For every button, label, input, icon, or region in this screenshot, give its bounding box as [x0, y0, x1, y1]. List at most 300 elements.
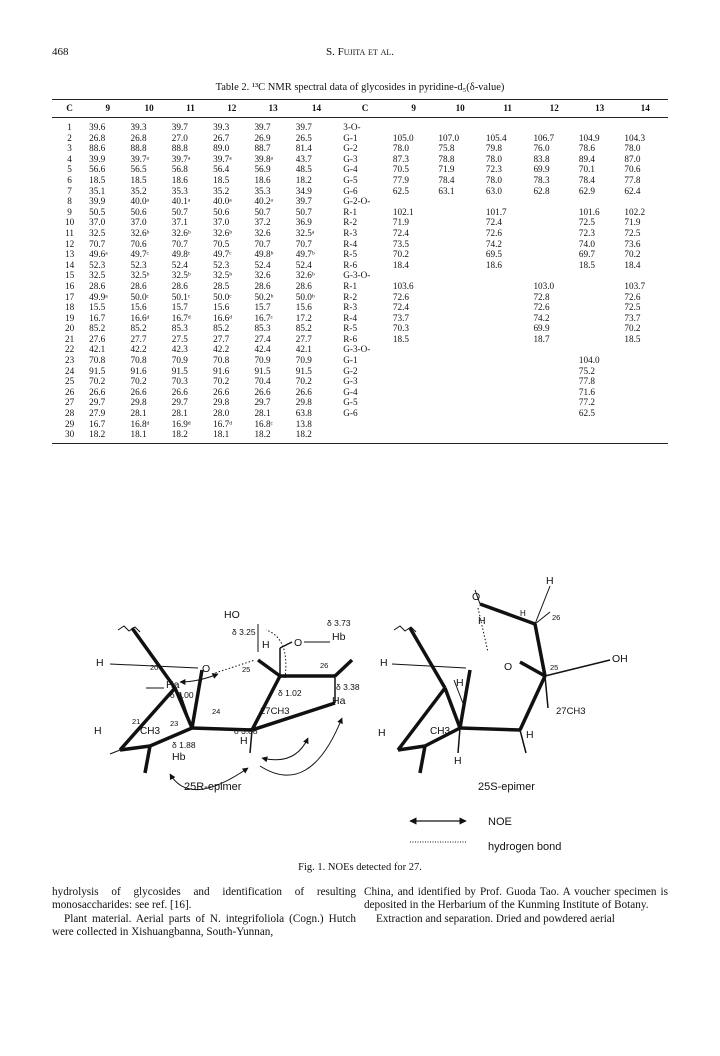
- table-row: [52, 366, 668, 377]
- table-header-row: [52, 100, 668, 118]
- table-cell: 26.9: [254, 132, 271, 143]
- table-row: [52, 228, 668, 239]
- table-cell: 88.8: [130, 143, 147, 154]
- table-cell: 70.8: [89, 355, 106, 366]
- table-cell: R-4: [343, 238, 358, 249]
- table-cell: 16.7ᶜ: [254, 312, 273, 323]
- table-cell: 35.3: [254, 185, 271, 196]
- table-cell: 91.5: [89, 365, 106, 376]
- figure-caption: Fig. 1. NOEs detected for 27.: [298, 862, 422, 873]
- table-cell: G-1: [343, 355, 358, 366]
- table-cell: [484, 270, 532, 281]
- table-cell: 39.7: [295, 122, 312, 132]
- table-cell: 72.4: [485, 217, 502, 228]
- table-cell: 39.7: [171, 122, 188, 132]
- table-cell: 39.3: [130, 122, 147, 132]
- table-cell: [577, 323, 622, 334]
- table-cell: 17.2: [295, 312, 312, 323]
- table-cell: 78.4: [578, 174, 595, 185]
- table-cell: 106.7: [533, 132, 555, 143]
- left-paragraph-2: Plant material. Aerial parts of N. integrifoliola (Cogn.) Hutch were collected in Xishuangbanna, South-Yunnan,: [52, 912, 356, 939]
- table-cell: 28.1: [254, 408, 271, 419]
- table-cell: G-2-O-: [343, 196, 371, 207]
- table-cell: [436, 292, 484, 303]
- right-paragraph-1: China, and identified by Prof. Guoda Tao. A voucher specimen is deposited in the Herbarium of the Kunming Institute of Botany.: [364, 886, 668, 912]
- table-cell: 88.6: [89, 143, 106, 154]
- label-d338: δ 3.38: [336, 682, 360, 692]
- table-cell: 29.7: [171, 397, 188, 408]
- table-cell: [531, 344, 576, 355]
- table-cell: 32.5: [89, 270, 106, 281]
- table-cell: 49.7ᵇ: [295, 249, 315, 260]
- table-cell: 49.7ᶜ: [213, 249, 232, 260]
- table-cell: 26.6: [171, 386, 188, 397]
- table-cell: [436, 260, 484, 271]
- table-cell: 35.3: [171, 185, 188, 196]
- running-title: S. Fujita et al.: [325, 46, 394, 58]
- table-cell: 28.1: [171, 408, 188, 419]
- table-cell: [391, 355, 436, 366]
- table-cell: 105.4: [485, 132, 507, 143]
- label-ha: Ha: [166, 679, 180, 691]
- table-cell: 23: [64, 355, 75, 366]
- table-cell: [436, 366, 484, 377]
- table-cell: 6: [67, 174, 72, 185]
- label-d373: δ 3.73: [327, 618, 351, 628]
- table-cell: 18.5: [213, 174, 230, 185]
- label-d325: δ 3.25: [232, 627, 256, 637]
- table-cell: 32.5ᵇ: [213, 270, 233, 281]
- label-n24: 24: [212, 707, 221, 716]
- r-label-h-top: H: [546, 575, 554, 587]
- left-structure-bonds: [110, 624, 352, 773]
- table-cell: 73.6: [624, 238, 641, 249]
- table-row: [52, 323, 668, 334]
- column-header: 12: [531, 100, 576, 118]
- table-cell: [531, 118, 576, 133]
- table-cell: 32.6ᵇ: [171, 227, 191, 238]
- table-cell: 32.5ᵃ: [295, 227, 315, 238]
- label-h-mid: H: [240, 735, 248, 747]
- table-cell: 70.3: [171, 376, 188, 387]
- table-cell: 4: [67, 153, 72, 164]
- table-cell: 15.6: [130, 302, 147, 313]
- table-cell: 56.4: [213, 164, 230, 175]
- right-structure-title: 25S-epimer: [478, 781, 535, 793]
- table-cell: 34.9: [295, 185, 312, 196]
- table-cell: 50.6: [213, 206, 230, 217]
- table-cell: 72.3: [485, 164, 502, 175]
- table-cell: 72.5: [624, 302, 641, 313]
- table-cell: [391, 408, 436, 419]
- table-cell: [484, 344, 532, 355]
- table-cell: 27.7: [213, 333, 230, 344]
- label-n21: 21: [132, 717, 141, 726]
- label-ha-right: Ha: [332, 695, 346, 707]
- table-cell: [484, 323, 532, 334]
- table-cell: 18.6: [254, 174, 271, 185]
- label-o-left: O: [202, 663, 211, 675]
- table-cell: 18.2: [295, 174, 312, 185]
- table-cell: 69.9: [533, 323, 550, 334]
- table-cell: 74.2: [485, 238, 502, 249]
- table-cell: 15.5: [89, 302, 106, 313]
- table-cell: 70.8: [130, 355, 147, 366]
- table-cell: 26.6: [254, 386, 271, 397]
- table-cell: [577, 281, 622, 292]
- table-cell: 24: [64, 365, 75, 376]
- table-cell: [484, 281, 532, 292]
- table-cell: 39.7ᵃ: [171, 153, 191, 164]
- table-cell: 52.4: [254, 259, 271, 270]
- r-label-h-o: H: [478, 615, 486, 627]
- table-row: [52, 270, 668, 281]
- table-cell: 70.1: [578, 164, 595, 175]
- table-cell: 8: [67, 196, 72, 207]
- table-cell: [622, 387, 668, 398]
- table-cell: [391, 376, 436, 387]
- table-cell: R-1: [343, 206, 358, 217]
- table-cell: 13.8: [295, 418, 312, 429]
- table-cell: [436, 344, 484, 355]
- r-label-h-right: H: [526, 729, 534, 741]
- table-row: [52, 344, 668, 355]
- table-cell: [622, 429, 668, 443]
- table-cell: 77.8: [578, 376, 595, 387]
- table-row: [52, 186, 668, 197]
- table-cell: G-2: [343, 365, 358, 376]
- label-d188: δ 1.88: [172, 740, 196, 750]
- table-cell: [622, 366, 668, 377]
- table-cell: 70.9: [254, 355, 271, 366]
- left-structure-labels: [94, 609, 360, 793]
- table-cell: G-1: [343, 132, 358, 143]
- table-cell: [577, 270, 622, 281]
- table-cell: 20: [64, 323, 75, 334]
- column-header: 14: [622, 100, 668, 118]
- table-cell: 70.7: [254, 238, 271, 249]
- table-cell: 85.2: [130, 323, 147, 334]
- table-cell: 18.5: [130, 174, 147, 185]
- table-cell: 70.5: [392, 164, 409, 175]
- table-cell: 72.5: [578, 217, 595, 228]
- table-cell: [484, 387, 532, 398]
- table-cell: 29: [64, 418, 75, 429]
- table-cell: 16.6ᵈ: [213, 312, 233, 323]
- table-row: [52, 292, 668, 303]
- table-cell: [484, 118, 532, 133]
- table-cell: [531, 249, 576, 260]
- table-cell: [484, 334, 532, 345]
- table-cell: 63.0: [485, 185, 502, 196]
- label-ch3: CH3: [140, 726, 161, 737]
- table-cell: R-3: [343, 227, 358, 238]
- table-cell: 16.6ᵈ: [130, 312, 150, 323]
- table-cell: [622, 270, 668, 281]
- table-row: [52, 313, 668, 324]
- column-header: 9: [87, 100, 128, 118]
- table-cell: 18.1: [128, 429, 169, 443]
- r-label-h-bottom: H: [454, 755, 462, 767]
- table-cell: G-5: [343, 174, 358, 185]
- table-cell: 3-O-: [343, 122, 361, 132]
- table-cell: 32.6: [254, 270, 271, 281]
- table-cell: 91.5: [295, 365, 312, 376]
- table-cell: 70.9: [171, 355, 188, 366]
- table-cell: 18.5: [392, 333, 409, 344]
- table-cell: 70.2: [624, 249, 641, 260]
- table-row: [52, 260, 668, 271]
- table-cell: 37.0: [89, 217, 106, 228]
- table-cell: 12: [64, 238, 75, 249]
- table-cell: G-2: [343, 143, 358, 154]
- table-cell: 26.6: [295, 386, 312, 397]
- table-cell: G-6: [343, 408, 358, 419]
- table-cell: 15.6: [213, 302, 230, 313]
- table-cell: 9: [67, 206, 72, 217]
- table-cell: 28.6: [89, 280, 106, 291]
- table-cell: 19: [64, 312, 75, 323]
- table-cell: 39.9: [89, 196, 106, 207]
- table-cell: 28.6: [171, 280, 188, 291]
- r-label-o-top: O: [472, 591, 481, 603]
- table-cell: 69.5: [485, 249, 502, 260]
- table-cell: 16.8ᵈ: [130, 418, 150, 429]
- table-cell: 27.5: [171, 333, 188, 344]
- table-cell: 32.5ᵇ: [171, 270, 191, 281]
- table-cell: [531, 239, 576, 250]
- table-cell: [391, 118, 436, 133]
- table-cell: 18.5: [624, 333, 641, 344]
- table-cell: [436, 239, 484, 250]
- table-cell: 17: [64, 291, 75, 302]
- table-cell: 107.0: [438, 132, 460, 143]
- table-cell: 27.9: [89, 408, 106, 419]
- table-cell: 28.5: [213, 280, 230, 291]
- r-label-n25: 25: [550, 663, 559, 672]
- table-cell: [436, 429, 484, 443]
- table-cell: 27.0: [171, 132, 188, 143]
- table-cell: [531, 228, 576, 239]
- table-cell: G-3: [343, 153, 358, 164]
- table-cell: 42.1: [89, 344, 106, 355]
- column-header: 13: [252, 100, 293, 118]
- table-cell: 39.7ᵃ: [130, 153, 150, 164]
- table-cell: 72.6: [533, 302, 550, 313]
- body-right-column: [364, 886, 668, 926]
- table-cell: 26.7: [213, 132, 230, 143]
- table-cell: 71.6: [578, 386, 595, 397]
- table-cell: 104.0: [578, 355, 600, 366]
- table-cell: 74.0: [578, 238, 595, 249]
- table-cell: 42.2: [213, 344, 230, 355]
- table-cell: [484, 429, 532, 443]
- r-label-h-left: H: [380, 657, 388, 669]
- table-cell: [484, 302, 532, 313]
- label-h-link: H: [262, 639, 270, 651]
- table-cell: G-4: [343, 164, 358, 175]
- table-cell: 88.7: [254, 143, 271, 154]
- table-cell: [436, 228, 484, 239]
- table-cell: [531, 196, 576, 207]
- table-cell: 40.0ᵃ: [213, 196, 232, 207]
- table-cell: 37.1: [171, 217, 188, 228]
- table-cell: [622, 397, 668, 408]
- table-row: [52, 376, 668, 387]
- table-cell: 62.8: [533, 185, 550, 196]
- table-cell: [484, 196, 532, 207]
- table-cell: 18.5: [578, 259, 595, 270]
- table-cell: 27: [64, 397, 75, 408]
- table-cell: [531, 408, 576, 419]
- table-cell: 78.6: [578, 143, 595, 154]
- column-header: 11: [170, 100, 211, 118]
- table-row: [52, 334, 668, 345]
- table-cell: 70.6: [130, 238, 147, 249]
- legend-noe-label: NOE: [488, 816, 512, 828]
- table-cell: 70.4: [254, 376, 271, 387]
- table-cell: 72.8: [533, 291, 550, 302]
- table-cell: [436, 355, 484, 366]
- column-header: 9: [391, 100, 436, 118]
- label-ch3-27: 27CH3: [260, 706, 290, 717]
- table-cell: 32.6ᵇ: [130, 227, 150, 238]
- table-cell: 70.5: [213, 238, 230, 249]
- table-cell: 1: [67, 122, 72, 132]
- table-cell: 52.4: [295, 259, 312, 270]
- table-cell: 101.7: [485, 206, 507, 217]
- table-cell: 32.5: [89, 227, 106, 238]
- table-cell: [436, 387, 484, 398]
- page-number: 468: [52, 46, 69, 58]
- table-cell: [531, 355, 576, 366]
- table-cell: R-1: [343, 280, 358, 291]
- table-cell: [436, 334, 484, 345]
- table-cell: 78.0: [624, 143, 641, 154]
- table-cell: 62.5: [578, 408, 595, 419]
- table-cell: 49.6ᵃ: [89, 249, 108, 260]
- table-cell: 40.1ᵃ: [171, 196, 191, 207]
- table-cell: 15.7: [171, 302, 188, 313]
- table-cell: [436, 397, 484, 408]
- table-cell: 70.9: [295, 355, 312, 366]
- label-ho: HO: [224, 609, 240, 621]
- table-cell: 63.1: [438, 185, 455, 196]
- table-cell: 104.9: [578, 132, 600, 143]
- table-cell: 69.7: [578, 249, 595, 260]
- table-cell: [622, 419, 668, 430]
- table-cell: 62.5: [392, 185, 409, 196]
- table-cell: [391, 270, 436, 281]
- table-cell: [577, 429, 622, 443]
- table-cell: 36.9: [295, 217, 312, 228]
- table-cell: 70.2: [213, 376, 230, 387]
- page-header: [0, 46, 720, 62]
- table-cell: 35.1: [89, 185, 106, 196]
- table-cell: [484, 355, 532, 366]
- table-cell: 50.0ᶜ: [213, 291, 232, 302]
- table-cell: 26.8: [130, 132, 147, 143]
- table-cell: [577, 344, 622, 355]
- table-cell: 85.3: [171, 323, 188, 334]
- table-cell: 15.6: [295, 302, 312, 313]
- table-cell: 91.6: [213, 365, 230, 376]
- table-cell: 25: [64, 376, 75, 387]
- table-cell: 39.7ᵃ: [213, 153, 232, 164]
- label-o-ring: O: [294, 637, 303, 649]
- table-cell: 52.3: [89, 259, 106, 270]
- table-cell: 85.3: [254, 323, 271, 334]
- table-row: [52, 302, 668, 313]
- table-cell: [484, 292, 532, 303]
- table-cell: 18.5: [89, 174, 106, 185]
- table-row: [52, 397, 668, 408]
- table-cell: 78.0: [485, 153, 502, 164]
- table-cell: 14: [64, 259, 75, 270]
- table-cell: [531, 207, 576, 218]
- table-cell: [531, 387, 576, 398]
- table-cell: 29.8: [295, 397, 312, 408]
- right-structure-bonds: [392, 586, 610, 773]
- table-cell: 71.9: [438, 164, 455, 175]
- table-cell: 73.7: [624, 312, 641, 323]
- table-cell: 72.3: [578, 227, 595, 238]
- table-cell: 72.5: [624, 227, 641, 238]
- table-cell: 103.0: [533, 280, 555, 291]
- table-cell: 71.9: [392, 217, 409, 228]
- table-cell: 28.1: [130, 408, 147, 419]
- table-cell: [391, 366, 436, 377]
- table-cell: 50.1ᶜ: [171, 291, 191, 302]
- table-cell: 50.6: [130, 206, 147, 217]
- label-h-bottom-left: H: [94, 725, 102, 737]
- table-row: [52, 249, 668, 260]
- table-cell: 48.5: [295, 164, 312, 175]
- table-cell: 22: [64, 344, 75, 355]
- table-cell: 50.7: [254, 206, 271, 217]
- table-cell: 40.2ᵃ: [254, 196, 274, 207]
- table-cell: 29.7: [89, 397, 106, 408]
- table-cell: [484, 313, 532, 324]
- table-cell: 50.7: [295, 206, 312, 217]
- table-cell: 78.0: [485, 174, 502, 185]
- r-label-ch3: CH3: [430, 726, 451, 737]
- table-cell: [531, 429, 576, 443]
- table-cell: [622, 408, 668, 419]
- table-cell: [484, 419, 532, 430]
- table-cell: 39.6: [89, 122, 106, 132]
- table-cell: R-6: [343, 259, 358, 270]
- table-cell: 27.7: [295, 333, 312, 344]
- table-cell: [531, 376, 576, 387]
- label-n20: 20: [150, 663, 159, 672]
- r-label-h-bottom-left: H: [378, 727, 386, 739]
- table-cell: 27.4: [254, 333, 271, 344]
- table-cell: 72.6: [485, 227, 502, 238]
- table-cell: R-2: [343, 291, 358, 302]
- table-cell: 26.6: [213, 386, 230, 397]
- figure-legend: [410, 816, 561, 853]
- table-cell: 70.2: [130, 376, 147, 387]
- table-cell: 37.2: [254, 217, 271, 228]
- table-cell: 37.0: [130, 217, 147, 228]
- table-row: [52, 281, 668, 292]
- table-cell: [391, 429, 436, 443]
- table-cell: 50.0ᵇ: [295, 291, 315, 302]
- table-caption: Table 2. ¹³C NMR spectral data of glycosides in pyridine-d₅(δ-value): [215, 82, 505, 93]
- table-cell: 28.6: [254, 280, 271, 291]
- table-cell: [436, 302, 484, 313]
